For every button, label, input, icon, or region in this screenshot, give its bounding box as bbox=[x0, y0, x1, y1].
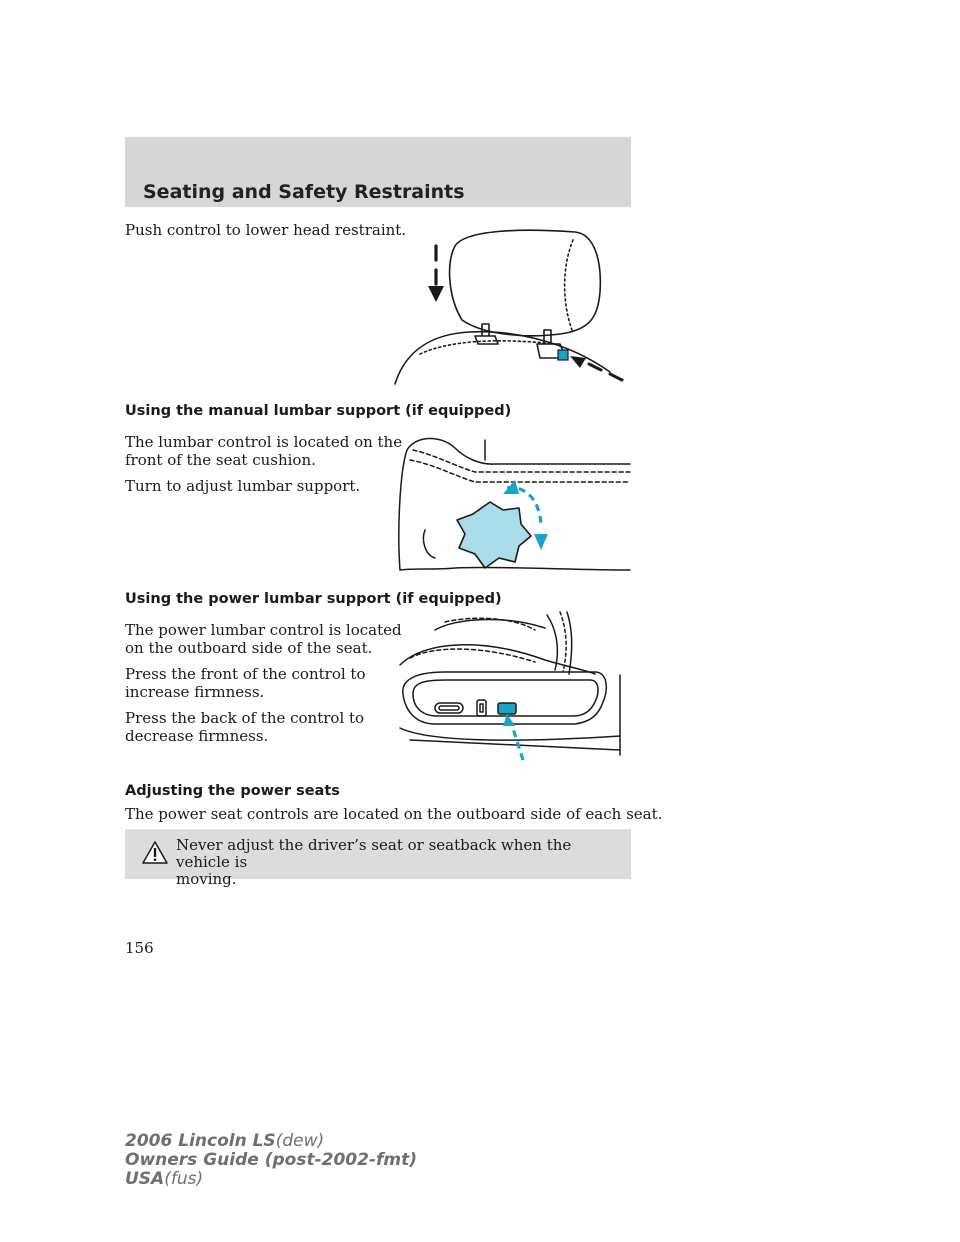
manual-lumbar-illustration bbox=[395, 430, 635, 575]
section-title: Seating and Safety Restraints bbox=[143, 181, 465, 203]
footer-market: USA bbox=[125, 1169, 165, 1189]
warning-triangle-icon bbox=[142, 841, 168, 864]
power-lumbar-increase-line2: increase firmness. bbox=[125, 683, 265, 701]
manual-lumbar-text-line2: front of the seat cushion. bbox=[125, 451, 316, 469]
footer-market-code: (fus) bbox=[164, 1169, 204, 1189]
power-lumbar-heading: Using the power lumbar support (if equipped) bbox=[125, 591, 502, 607]
manual-lumbar-heading: Using the manual lumbar support (if equipped) bbox=[125, 403, 512, 419]
page-number: 156 bbox=[125, 939, 154, 957]
head-restraint-illustration bbox=[390, 222, 640, 387]
power-lumbar-increase-line1: Press the front of the control to bbox=[125, 665, 366, 683]
warning-text-line2: moving. bbox=[176, 870, 237, 888]
footer-line3 bbox=[125, 1170, 417, 1189]
footer-line1 bbox=[125, 1132, 417, 1151]
warning-text-line1: Never adjust the driver’s seat or seatback when the vehicle is bbox=[176, 836, 572, 871]
power-lumbar-text-line2: on the outboard side of the seat. bbox=[125, 639, 373, 657]
power-lumbar-switch-icon bbox=[498, 703, 516, 714]
manual-lumbar-turn-text: Turn to adjust lumbar support. bbox=[125, 477, 361, 495]
head-restraint-button-icon bbox=[558, 350, 568, 360]
warning-box bbox=[125, 829, 631, 888]
power-lumbar-decrease-line1: Press the back of the control to bbox=[125, 709, 365, 727]
power-lumbar-decrease-line2: decrease firmness. bbox=[125, 727, 269, 745]
power-lumbar-text-line1: The power lumbar control is located bbox=[125, 621, 402, 639]
footer-line2 bbox=[125, 1151, 417, 1170]
power-seats-heading: Adjusting the power seats bbox=[125, 783, 340, 799]
section-header bbox=[125, 137, 631, 207]
head-restraint-instruction: Push control to lower head restraint. bbox=[125, 221, 407, 239]
footer-model-code: (dew) bbox=[275, 1131, 325, 1151]
power-lumbar-illustration bbox=[395, 610, 635, 765]
footer-guide: Owners Guide (post-2002-fmt) bbox=[125, 1150, 418, 1170]
document-footer bbox=[125, 1132, 417, 1189]
power-seats-text: The power seat controls are located on the outboard side of each seat. bbox=[125, 805, 663, 823]
lumbar-knob-icon bbox=[457, 502, 531, 568]
warning-text bbox=[176, 837, 616, 888]
footer-model: 2006 Lincoln LS bbox=[125, 1131, 276, 1151]
manual-lumbar-text-line1: The lumbar control is located on the bbox=[125, 433, 403, 451]
